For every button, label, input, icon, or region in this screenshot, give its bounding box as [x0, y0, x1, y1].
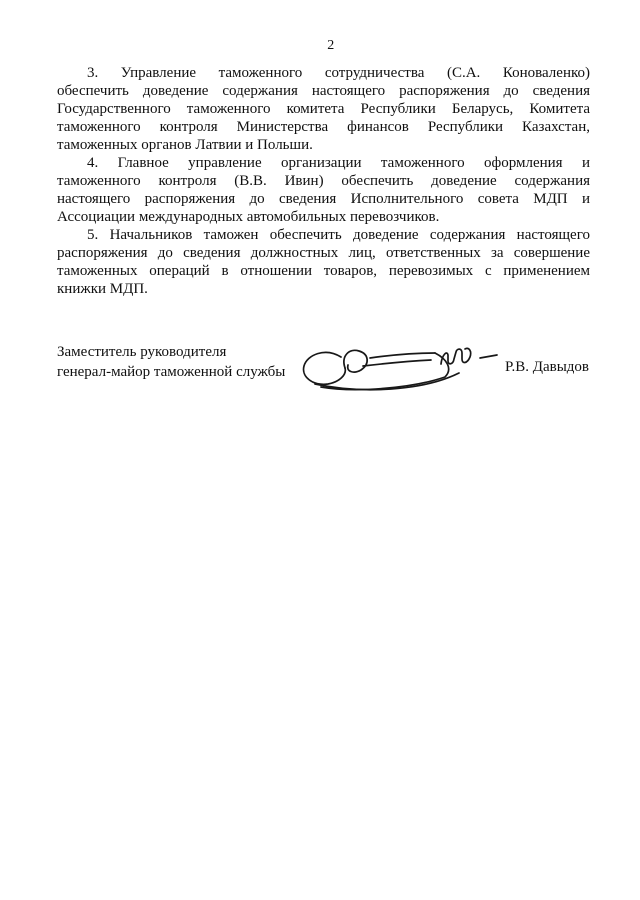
signatory-title — [57, 342, 285, 382]
paragraph-5 — [57, 226, 590, 298]
text-line: Ассоциации международных автомобильных перевозчиков. — [57, 209, 440, 225]
text-line: книжки МДП. — [57, 281, 148, 297]
paragraph-3 — [57, 64, 590, 154]
text-line: таможенного контроля (В.В. Ивин) обеспечить доведение содержания — [57, 173, 590, 189]
text-line: обеспечить доведение содержания настоящего распоряжения до сведения — [57, 83, 590, 99]
signatory-title-line: Заместитель руководителя — [57, 344, 227, 360]
paragraph-4 — [57, 154, 590, 226]
text-line: 3. Управление таможенного сотрудничества (С.А. Коноваленко) — [87, 65, 590, 81]
body-text — [57, 64, 590, 298]
text-line: таможенных органов Латвии и Польши. — [57, 137, 313, 153]
signatory-title-line: генерал-майор таможенной службы — [57, 364, 286, 380]
handwritten-signature-icon — [301, 347, 501, 399]
signatory-name: Р.В. Давыдов — [505, 359, 589, 375]
text-line: распоряжения до сведения должностных лиц, ответственных за совершение — [57, 245, 590, 261]
text-line: настоящего распоряжения до сведения Исполнительного совета МДП и — [57, 191, 590, 207]
text-line: таможенного контроля Министерства финансов Республики Казахстан, — [57, 119, 590, 135]
text-line: Государственного таможенного комитета Республики Беларусь, Комитета — [57, 101, 590, 117]
page-number: 2 — [327, 38, 335, 53]
text-line: таможенных операций в отношении товаров, перевозимых с применением — [57, 263, 590, 279]
text-line: 5. Начальников таможен обеспечить доведение содержания настоящего — [87, 227, 590, 243]
text-line: 4. Главное управление организации таможенного оформления и — [87, 155, 590, 171]
